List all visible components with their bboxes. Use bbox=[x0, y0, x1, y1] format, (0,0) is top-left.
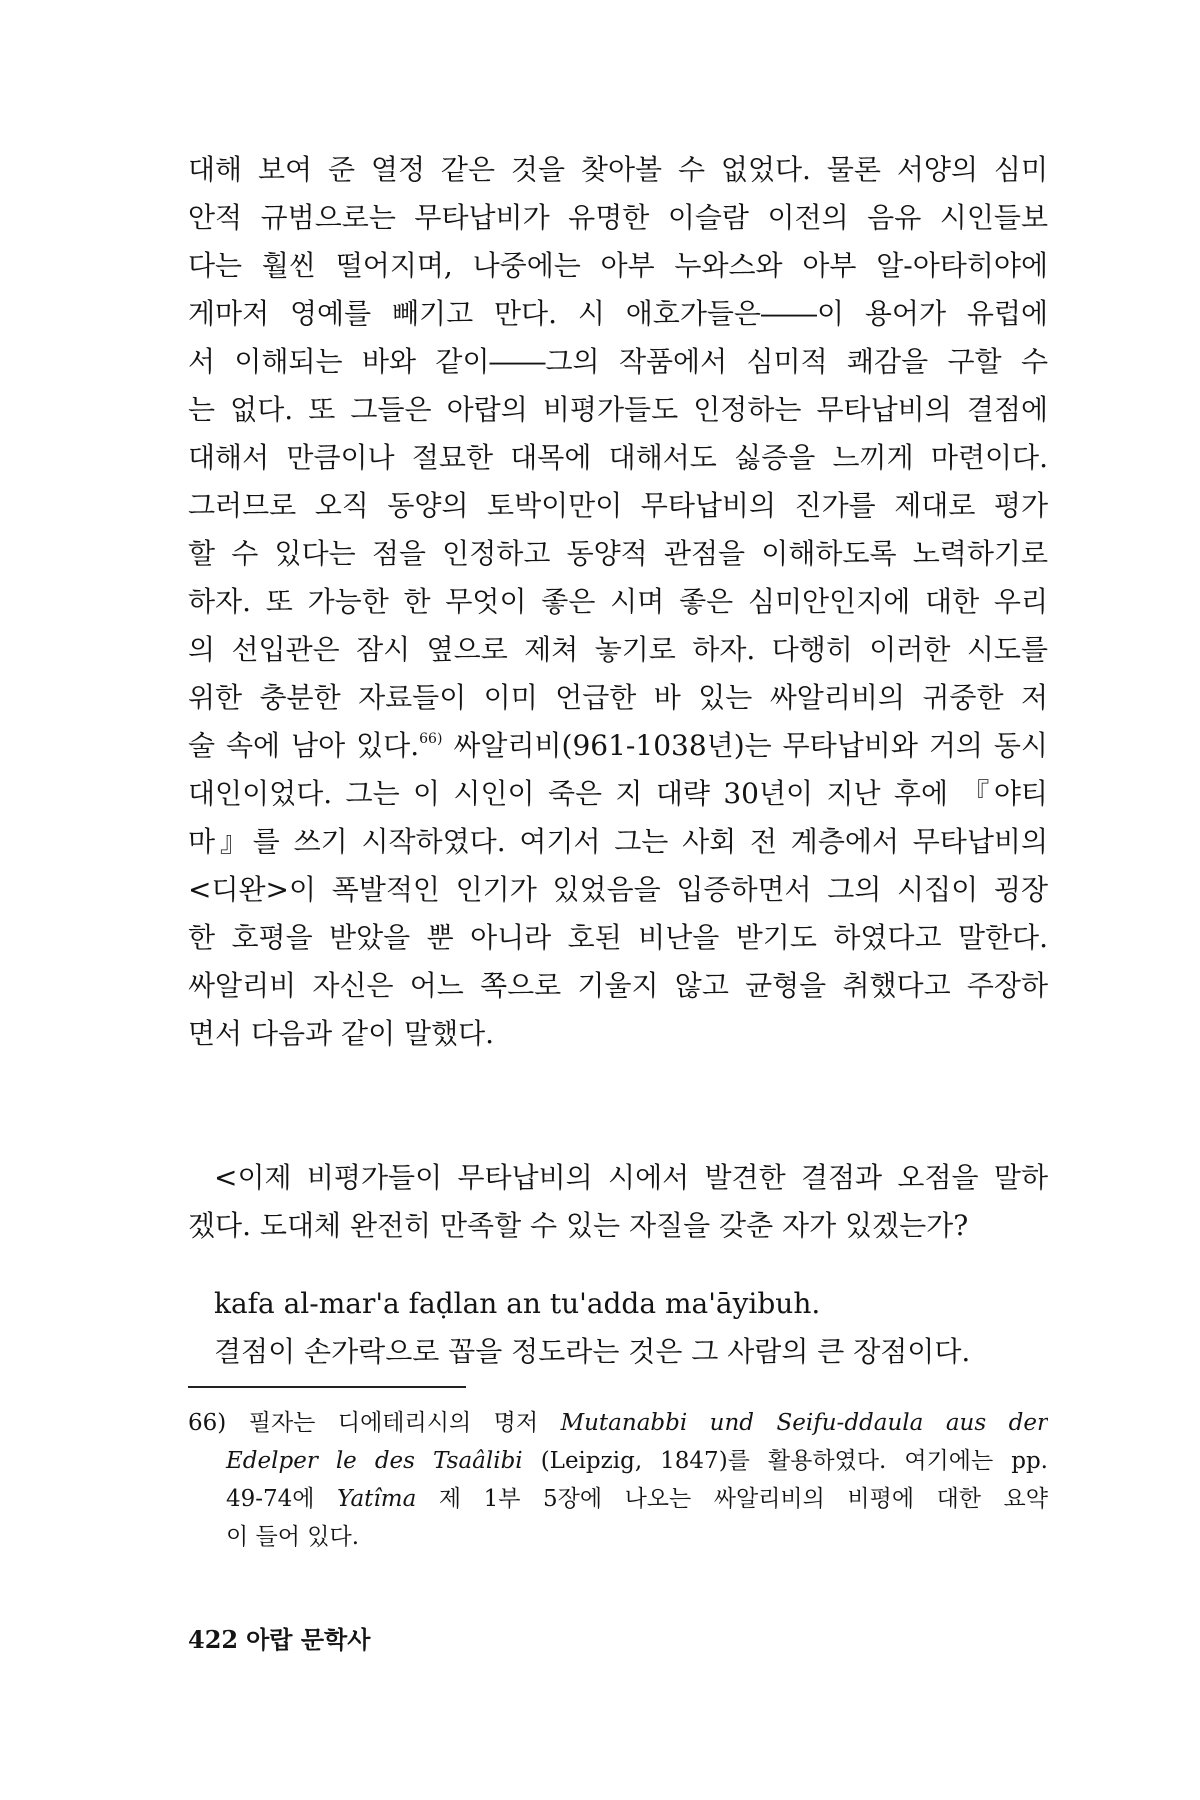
footnote-line bbox=[188, 1404, 1048, 1442]
quote-line: <이제 비평가들이 무타납비의 시에서 발견한 결점과 오점을 말하 bbox=[214, 1161, 1048, 1194]
running-title: 아랍 문학사 bbox=[246, 1625, 371, 1654]
text-line: <디완>이 폭발적인 인기가 있었음을 입증하면서 그의 시집이 굉장 bbox=[188, 873, 1048, 906]
text-line: 는 없다. 또 그들은 아랍의 비평가들도 인정하는 무타납비의 결점에 bbox=[188, 393, 1048, 426]
text-line: 안적 규범으로는 무타납비가 유명한 이슬람 이전의 음유 시인들보 bbox=[188, 201, 1048, 234]
footnote-66 bbox=[188, 1404, 1048, 1556]
footnote-text: (Leipzig, 1847)를 활용하였다. 여기에는 pp. bbox=[522, 1448, 1048, 1474]
footnote-text: 49-74에 bbox=[226, 1486, 338, 1512]
text-line: 할 수 있다는 점을 인정하고 동양적 관점을 이해하도록 노력하기로 bbox=[188, 537, 1048, 570]
text-line: 그러므로 오직 동양의 토박이만이 무타납비의 진가를 제대로 평가 bbox=[188, 489, 1048, 522]
text-line: 면서 다음과 같이 말했다. bbox=[188, 1017, 495, 1050]
text-line: 위한 충분한 자료들이 이미 언급한 바 있는 싸알리비의 귀중한 저 bbox=[188, 681, 1048, 714]
quote-line: 겠다. 도대체 완전히 만족할 수 있는 자질을 갖춘 자가 있겠는가? bbox=[188, 1209, 969, 1242]
footnote-line bbox=[188, 1442, 1048, 1480]
footnote-line: 이 들어 있다. bbox=[226, 1524, 360, 1550]
footnote-text: 제 1부 5장에 나오는 싸알리비의 비평에 대한 요약 bbox=[416, 1486, 1048, 1512]
page-footer bbox=[188, 1620, 378, 1655]
footnote-text: 필자는 디에테리시의 명저 bbox=[226, 1410, 561, 1436]
text-line: 대인이었다. 그는 이 시인이 죽은 지 대략 30년이 지난 후에 『야티 bbox=[188, 777, 1048, 810]
text-line: 게마저 영예를 빼기고 만다. 시 애호가들은――이 용어가 유럽에 bbox=[188, 297, 1048, 330]
text-line: 대해 보여 준 열정 같은 것을 찾아볼 수 없었다. 물론 서양의 심미 bbox=[188, 153, 1048, 186]
text-line-with-footnote-ref bbox=[188, 722, 1048, 770]
footnote-divider bbox=[188, 1386, 466, 1388]
text-line: 하자. 또 가능한 한 무엇이 좋은 시며 좋은 심미안인지에 대한 우리 bbox=[188, 585, 1048, 618]
text-line: 한 호평을 받았을 뿐 아니라 호된 비난을 받기도 하였다고 말한다. bbox=[188, 921, 1048, 954]
verse-translation: 결점이 손가락으로 꼽을 정도라는 것은 그 사람의 큰 장점이다. bbox=[214, 1335, 971, 1368]
page-number: 422 bbox=[188, 1625, 239, 1654]
quotation-block bbox=[188, 1154, 1048, 1250]
text-segment: 술 속에 남아 있다. bbox=[188, 729, 420, 762]
text-line: 싸알리비 자신은 어느 쪽으로 기울지 않고 균형을 취했다고 주장하 bbox=[188, 969, 1048, 1002]
footnote-number: 66) bbox=[188, 1410, 227, 1436]
text-segment: 싸알리비(961-1038년)는 무타납비와 거의 동시 bbox=[442, 729, 1048, 762]
verse-block bbox=[214, 1280, 1014, 1376]
footnote-reference[interactable]: 66) bbox=[419, 731, 443, 747]
footnote-book-title: Edelper le des Tsaâlibi bbox=[226, 1448, 523, 1474]
text-line: 서 이해되는 바와 같이――그의 작품에서 심미적 쾌감을 구할 수 bbox=[188, 345, 1048, 378]
verse-transliteration: kafa al-mar'a faḍlan an tu'adda ma'āyibuh. bbox=[214, 1287, 821, 1320]
footnote-book-title: Yatîma bbox=[337, 1486, 417, 1512]
text-line: 다는 훨씬 떨어지며, 나중에는 아부 누와스와 아부 알-아타히야에 bbox=[188, 249, 1048, 282]
text-line: 마』를 쓰기 시작하였다. 여기서 그는 사회 전 계층에서 무타납비의 bbox=[188, 825, 1048, 858]
text-line: 의 선입관은 잠시 옆으로 제쳐 놓기로 하자. 다행히 이러한 시도를 bbox=[188, 633, 1048, 666]
footnote-line bbox=[188, 1480, 1048, 1518]
text-line: 대해서 만큼이나 절묘한 대목에 대해서도 싫증을 느끼게 마련이다. bbox=[188, 441, 1048, 474]
footnote-book-title: Mutanabbi und Seifu-ddaula aus der bbox=[560, 1410, 1048, 1436]
body-text bbox=[188, 146, 1048, 1058]
